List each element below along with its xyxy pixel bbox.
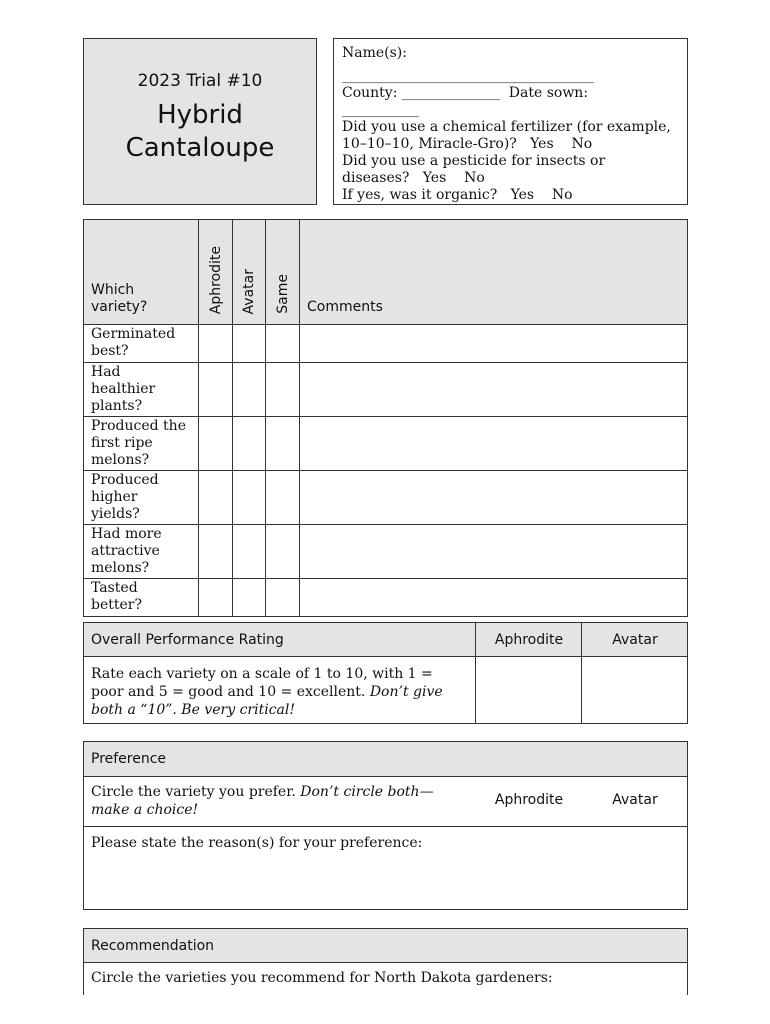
rating-section (83, 622, 688, 724)
avatar-checkbox[interactable] (233, 525, 266, 579)
which-variety-header: Which variety? (84, 220, 199, 325)
fertilizer-question-line1: Did you use a chemical fertilizer (for example, (342, 119, 671, 135)
date-sown-field[interactable]: ___________ (342, 102, 419, 118)
table-row (84, 579, 688, 617)
comments-cell[interactable] (300, 579, 688, 617)
preference-section (83, 741, 688, 910)
comments-cell[interactable] (300, 525, 688, 579)
question-attractive: Had more attractive melons? (84, 525, 199, 579)
avatar-checkbox[interactable] (233, 471, 266, 525)
avatar-checkbox[interactable] (233, 579, 266, 617)
rating-col-avatar: Avatar (612, 632, 658, 648)
avatar-column-header: Avatar (233, 220, 266, 325)
aphrodite-checkbox[interactable] (199, 363, 233, 417)
question-healthier: Had healthier plants? (84, 363, 199, 417)
same-column-header: Same (266, 220, 300, 325)
table-row (84, 363, 688, 417)
aphrodite-checkbox[interactable] (199, 417, 233, 471)
trial-label: 2023 Trial #10 (137, 70, 263, 91)
table-row (84, 471, 688, 525)
aphrodite-column-header: Aphrodite (199, 220, 233, 325)
recommendation-instructions: Circle the varieties you recommend for North Dakota gardeners: (91, 970, 553, 986)
preference-circle-row (84, 776, 687, 827)
comments-column-header: Comments (300, 220, 688, 325)
info-box (333, 38, 688, 205)
same-checkbox[interactable] (266, 325, 300, 363)
rating-header-row (84, 623, 687, 657)
prefer-aphrodite-option[interactable]: Aphrodite (494, 792, 564, 808)
comments-cell[interactable] (300, 417, 688, 471)
table-row (84, 325, 688, 363)
avatar-rating-field[interactable] (582, 657, 687, 723)
rating-col-aphrodite: Aphrodite (494, 632, 564, 648)
table-row (84, 417, 688, 471)
same-checkbox[interactable] (266, 471, 300, 525)
recommendation-section (83, 928, 688, 995)
comments-cell[interactable] (300, 325, 688, 363)
page-title (126, 99, 275, 165)
comments-cell[interactable] (300, 363, 688, 417)
prefer-avatar-option[interactable]: Avatar (612, 792, 658, 808)
same-checkbox[interactable] (266, 363, 300, 417)
preference-instructions: Circle the variety you prefer. Don’t circle both—make a choice! (91, 784, 434, 818)
question-germinated: Germinated best? (84, 325, 199, 363)
rating-instructions: Rate each variety on a scale of 1 to 10, with 1 = poor and 5 = good and 10 = excellent. Don’t give both a “10”. Be very critical! (91, 666, 443, 718)
comments-cell[interactable] (300, 471, 688, 525)
aphrodite-checkbox[interactable] (199, 579, 233, 617)
preference-header-row (84, 742, 687, 777)
table-header-row (84, 220, 688, 325)
avatar-checkbox[interactable] (233, 363, 266, 417)
title-box (83, 38, 317, 205)
aphrodite-checkbox[interactable] (199, 471, 233, 525)
avatar-checkbox[interactable] (233, 417, 266, 471)
same-checkbox[interactable] (266, 525, 300, 579)
fertilizer-question-line2[interactable]: 10–10–10, Miracle-Gro)? Yes No (342, 136, 593, 152)
rating-header: Overall Performance Rating (91, 632, 284, 648)
aphrodite-rating-field[interactable] (476, 657, 581, 723)
table-row (84, 525, 688, 579)
names-label: Name(s): (342, 45, 407, 61)
pesticide-question-line1: Did you use a pesticide for insects or (342, 153, 606, 169)
organic-question[interactable]: If yes, was it organic? Yes No (342, 187, 573, 203)
variety-comparison-table (83, 219, 688, 617)
question-first-ripe: Produced the first ripe melons? (84, 417, 199, 471)
same-checkbox[interactable] (266, 579, 300, 617)
avatar-checkbox[interactable] (233, 325, 266, 363)
reason-text-area[interactable] (84, 854, 687, 909)
title-line-1: Hybrid (157, 99, 243, 130)
recommendation-header-row (84, 929, 687, 963)
aphrodite-checkbox[interactable] (199, 525, 233, 579)
preference-header: Preference (91, 751, 167, 767)
same-checkbox[interactable] (266, 417, 300, 471)
pesticide-question-line2[interactable]: diseases? Yes No (342, 170, 485, 186)
county-date-field[interactable]: County: ______________ Date sown: (342, 85, 589, 101)
question-higher-yields: Produced higher yields? (84, 471, 199, 525)
names-field[interactable]: ____________________________________ (342, 68, 594, 84)
title-line-2: Cantaloupe (125, 132, 275, 163)
aphrodite-checkbox[interactable] (199, 325, 233, 363)
recommendation-header: Recommendation (91, 938, 215, 954)
reason-label: Please state the reason(s) for your preference: (91, 835, 423, 851)
question-tasted-better: Tasted better? (84, 579, 199, 617)
